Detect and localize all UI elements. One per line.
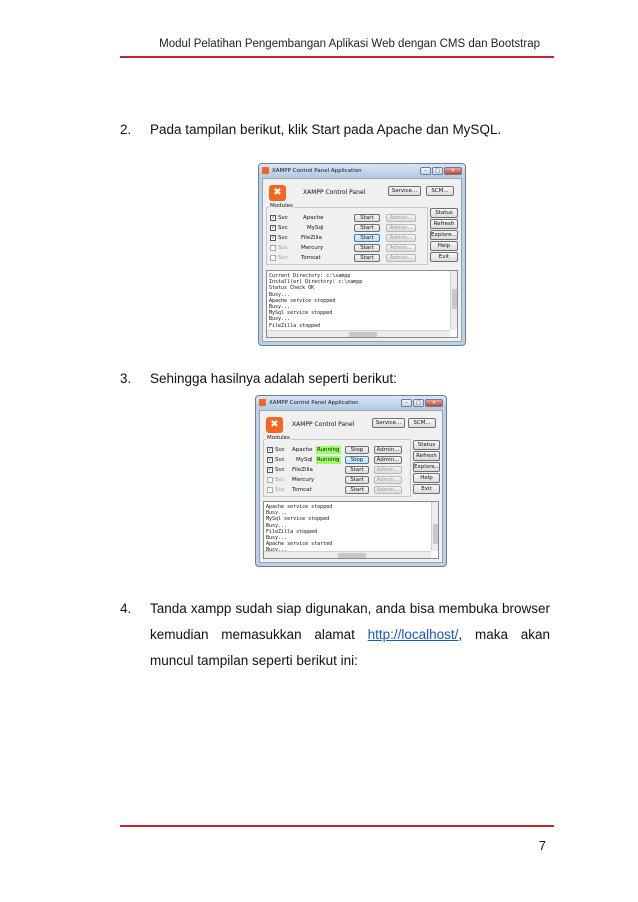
admin-button[interactable]: Admin... [386,254,416,262]
scm-button[interactable]: SCM... [408,418,436,428]
start-button[interactable]: Start [345,486,369,494]
title-bar [256,396,446,409]
module-name: Tomcat [301,255,321,261]
vertical-scrollbar[interactable] [431,502,438,551]
module-row-tomcat [267,253,427,263]
module-row-apache [264,445,410,455]
start-button[interactable]: Start [345,466,369,474]
module-row-mercury [264,475,410,485]
module-name: MySql [296,457,313,463]
svc-label: Svc [275,477,285,483]
running-status: Running [317,457,340,463]
close-button[interactable]: ✕ [425,399,443,407]
modules-group [263,435,411,497]
svc-checkbox[interactable]: ✓ [268,447,273,453]
refresh-button[interactable]: Refresh [430,219,458,229]
module-name: Mercury [301,245,324,251]
explore-button[interactable]: Explore... [414,464,440,470]
scroll-thumb[interactable] [433,524,438,544]
step-3 [120,367,550,391]
service-button[interactable]: Service... [388,186,421,196]
modules-label: Modules [267,435,290,441]
panel-title: XAMPP Control Panel [303,189,366,196]
admin-button[interactable]: Admin... [386,244,416,252]
module-row-filezilla [267,233,427,243]
xampp-icon [259,399,266,406]
admin-button[interactable]: Admin... [374,486,402,494]
window-title: XAMPP Control Panel Application [269,399,359,406]
module-name: Apache [303,215,324,221]
svc-label: Svc [275,467,285,473]
service-button[interactable]: Service... [372,418,405,428]
svc-checkbox[interactable]: ✓ [268,467,273,473]
admin-button[interactable]: Admin... [374,476,402,484]
window-title: XAMPP Control Panel Application [272,167,362,174]
step-text: Pada tampilan berikut, klik Start pada Apache dan MySQL. [150,122,502,137]
xampp-window-after [255,395,447,567]
start-button[interactable]: Start [354,254,380,262]
scm-button[interactable]: SCM... [426,186,454,196]
modules-label: Modules [270,203,293,209]
step-4 [120,596,550,674]
close-button[interactable]: ✕ [444,167,462,175]
admin-button[interactable]: Admin... [386,214,416,222]
panel-title: XAMPP Control Panel [292,421,355,428]
refresh-button[interactable]: Refresh [413,451,440,461]
log-text: Current Directory: c:\xampp Install(er) Directory: c:\xampp Status Check OK Busy... Apache service stopped Busy... MySql service stopped Busy... FileZilla stopped [269,273,363,329]
admin-button[interactable]: Admin... [386,234,416,242]
admin-button[interactable]: Admin... [386,224,416,232]
horizontal-scrollbar[interactable] [267,330,450,337]
start-button[interactable]: Start [345,476,369,484]
xampp-logo-icon: ✖ [266,417,283,433]
svc-label: Svc [275,447,285,453]
step-number: 4. [120,601,132,616]
svc-label: Svc [275,487,285,493]
start-button[interactable]: Start [354,234,380,242]
svc-checkbox[interactable]: ✓ [271,215,276,221]
module-name: Mercury [292,477,315,483]
module-name: FileZilla [292,467,313,473]
step-text [150,596,550,674]
svc-label: Svc [278,225,288,231]
module-row-mysql [267,223,427,233]
xampp-window-before [258,163,466,346]
modules-group [266,203,428,265]
explore-button[interactable]: Explore... [431,232,457,238]
horizontal-scrollbar[interactable] [264,551,431,558]
svc-label: Svc [275,457,285,463]
admin-button[interactable]: Admin... [374,456,402,464]
module-row-mysql [264,455,410,465]
footer-rule [120,825,554,827]
step-text: Sehingga hasilnya adalah seperti berikut: [150,371,397,386]
module-row-apache [267,213,427,223]
running-status: Running [317,447,340,453]
svc-checkbox[interactable] [267,487,273,493]
step-text-after: , maka akan muncul tampilan seperti berikut ini: [150,627,550,668]
page-number: 7 [538,838,546,853]
localhost-link[interactable]: http://localhost/ [367,627,459,642]
svc-label: Svc [278,245,288,251]
svc-checkbox[interactable] [270,255,276,261]
module-name: Tomcat [292,487,312,493]
svc-checkbox[interactable] [267,477,273,483]
help-button[interactable]: Help [413,473,440,483]
stop-button[interactable]: Stop [345,446,369,454]
maximize-button[interactable]: □ [413,399,424,407]
step-text-before: Tanda xampp sudah siap digunakan, anda bisa membuka browser kemudian memasukkan alamat [150,601,550,642]
start-button[interactable]: Start [354,224,380,232]
control-panel [262,178,462,342]
module-row-filezilla [264,465,410,475]
maximize-button[interactable]: □ [432,167,443,175]
log-panel [266,270,458,338]
log-panel [263,501,439,559]
module-name: FileZilla [301,235,322,241]
scroll-thumb[interactable] [452,289,457,309]
xampp-logo-icon: ✖ [269,185,286,201]
module-name: Apache [292,447,313,453]
start-button[interactable]: Start [354,214,380,222]
stop-button[interactable]: Stop [345,456,369,464]
control-panel [259,410,443,563]
svc-label: Svc [278,255,288,261]
admin-button[interactable]: Admin... [374,446,402,454]
svc-checkbox[interactable]: ✓ [271,225,276,231]
running-header: Modul Pelatihan Pengembangan Aplikasi Web dengan CMS dan Bootstrap [159,38,540,50]
svc-label: Svc [278,235,288,241]
exit-button[interactable]: Exit [413,484,440,494]
svc-checkbox[interactable]: ✓ [268,457,273,463]
svc-label: Svc [278,215,288,221]
step-number: 3. [120,371,132,386]
xampp-icon [262,167,269,174]
module-row-tomcat [264,485,410,495]
start-button[interactable]: Start [354,244,380,252]
status-button[interactable]: Status [413,440,440,450]
svc-checkbox[interactable] [270,245,276,251]
admin-button[interactable]: Admin... [374,466,402,474]
status-button[interactable]: Status [430,208,458,218]
module-row-mercury [267,243,427,253]
log-text: Apache service stopped Busy... MySql service stopped Busy... FileZilla stopped Busy... Apache service started [266,504,333,548]
module-name: MySql [307,225,324,231]
vertical-scrollbar[interactable] [450,271,457,330]
help-button[interactable]: Help [430,241,458,251]
exit-button[interactable]: Exit [430,252,458,262]
minimize-button[interactable]: – [401,399,412,407]
step-2 [120,118,550,142]
scroll-thumb[interactable] [338,553,366,558]
title-bar [259,164,465,177]
scroll-thumb[interactable] [349,332,377,337]
step-number: 2. [120,122,132,137]
minimize-button[interactable]: – [420,167,431,175]
header-rule [120,56,554,58]
svc-checkbox[interactable]: ✓ [271,235,276,241]
